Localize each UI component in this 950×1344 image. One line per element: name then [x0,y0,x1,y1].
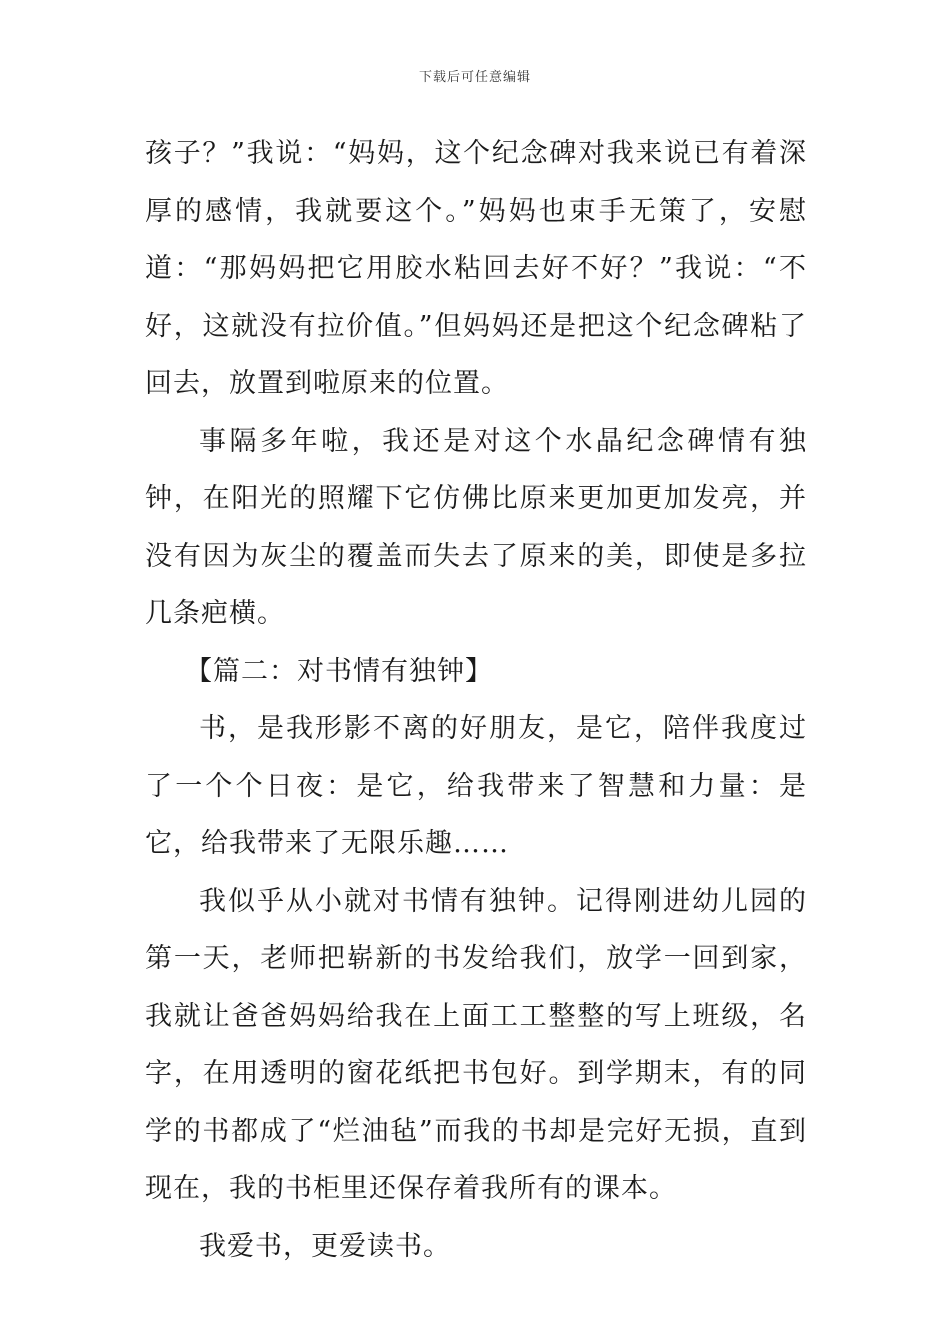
section-title: 【篇二：对书情有独钟】 [185,655,493,687]
paragraph-love-reading: 我爱书，更爱读书。 [199,1230,451,1262]
paragraph-continuation: 孩子？”我说：“妈妈，这个纪念碑对我来说已有着深厚的感情，我就要这个。”妈妈也束手无策了，安慰道：“那妈妈把它用胶水粘回去好不好？”我说：“不好，这就没有拉价值。”但妈妈还是把这个纪念碑粘了回去，放置到啦原来的位置。 [145,138,807,399]
page-header: 下载后可任意编辑 [418,70,531,85]
paragraph-memorial: 事隔多年啦，我还是对这个水晶纪念碑情有独钟，在阳光的照耀下它仿佛比原来更加更加发亮，并没有因为灰尘的覆盖而失去了原来的美，即使是多拉几条疤横。 [145,425,807,629]
document-body [145,125,807,1275]
paragraph-kindergarten: 我似乎从小就对书情有独钟。记得刚进幼儿园的第一天，老师把崭新的书发给我们，放学一回到家，我就让爸爸妈妈给我在上面工工整整的写上班级，名字，在用透明的窗花纸把书包好。到学期末，有的同学的书都成了“烂油毡”而我的书却是完好无损，直到现在，我的书柜里还保存着我所有的课本。 [145,885,807,1204]
paragraph-book-friend: 书，是我形影不离的好朋友，是它，陪伴我度过了一个个日夜：是它，给我带来了智慧和力量：是它，给我带来了无限乐趣…… [145,713,807,859]
